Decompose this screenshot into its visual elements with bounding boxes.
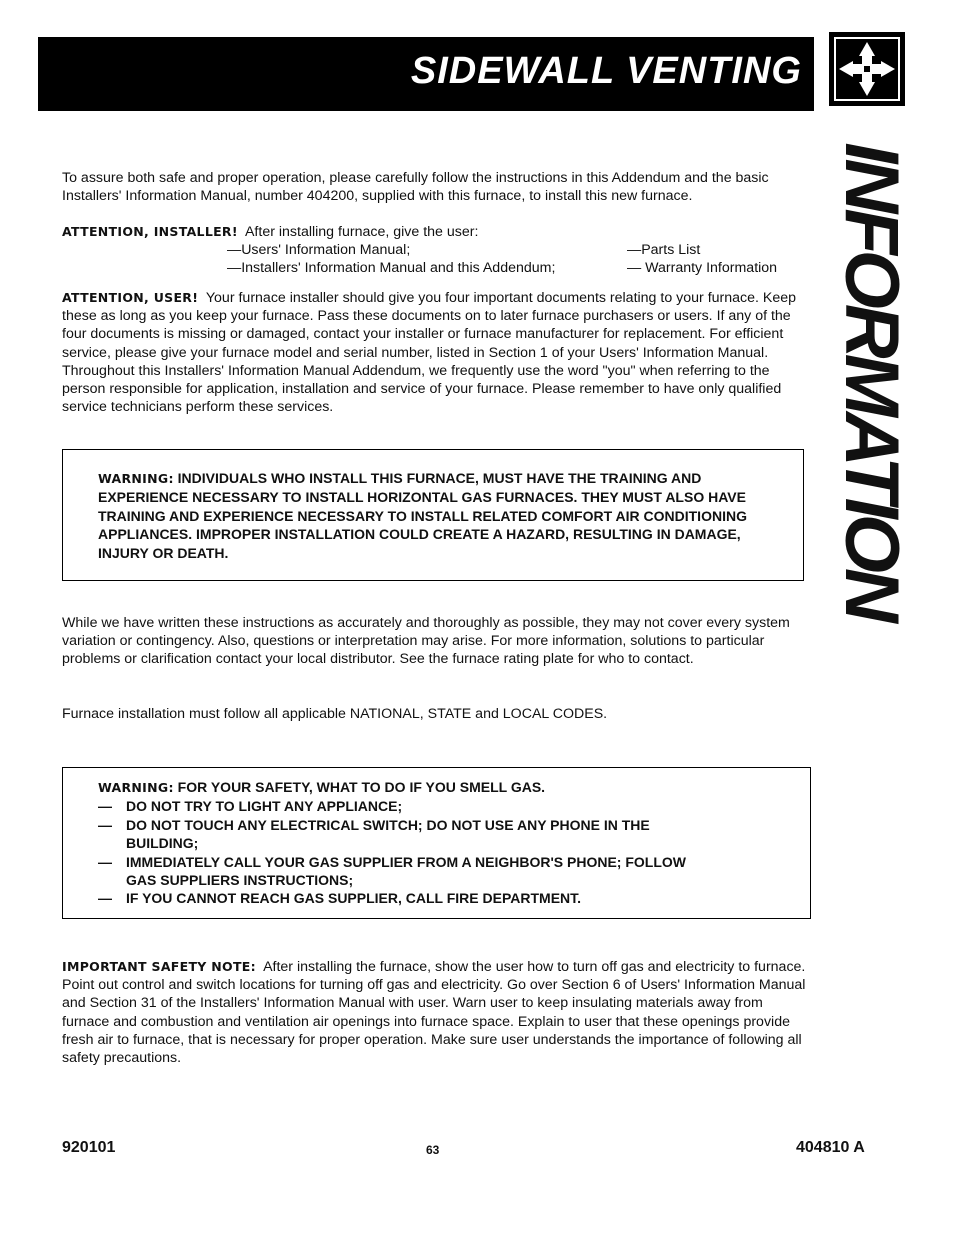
list-row [227,259,797,277]
instructions-paragraph: While we have written these instructions as accurately and thoroughly as possible, they may not cover every system variation or contingency. Also, questions or interpretation may arise. For more information, solutions to particular problems or clarification contact your local distributor. See the furnace rating plate for who to contact. [62,615,790,668]
user-note [62,289,806,416]
warning-text: FOR YOUR SAFETY, WHAT TO DO IF YOU SMELL GAS. [177,779,546,795]
installer-note [62,223,806,241]
dash: — [98,816,112,833]
footer-part-number: 404810 A [796,1139,865,1156]
safety-text: After installing the furnace, show the user how to turn off gas and electricity to furnace. Point out control and switch locations for turning off gas and electricity. Go over Section 6 of Users' Information Manual and Section 31 of the Installers' Information Manual with user. Warn user to keep insulating materials away from furnace and combustion and ventilation air openings into furnace space. Explain to user that these openings provide fresh air to furnace, that is necessary for proper operation. Make sure user understands the importance of following all safety precautions. [62,959,806,1067]
list-item [98,853,790,890]
list-item-text: DO NOT TRY TO LIGHT ANY APPLIANCE; [126,798,403,815]
warning-text: INDIVIDUALS WHO INSTALL THIS FURNACE, MUST HAVE THE TRAINING AND EXPERIENCE NECESSARY TO INSTALL HORIZONTAL GAS FURNACES. THEY MUST ALSO HAVE TRAINING AND EXPERIENCE NECESSARY TO INSTALL RELATED COMFORT AIR CONDITIONING APPLIANCES. IMPROPER INSTALLATION COULD CREATE A HAZARD, RESULTING IN DAMAGE, INJURY OR DEATH. [98,470,747,561]
warning-box-training [62,449,804,581]
installer-text: After installing furnace, give the user: [244,224,479,240]
documents-list [227,241,797,277]
user-lead: ATTENTION, USER! [62,290,199,305]
safety-note [62,958,806,1067]
warning-heading [98,778,790,797]
list-row [227,241,797,259]
list-item [98,889,790,907]
list-item-text: DO NOT TOUCH ANY ELECTRICAL SWITCH; DO NOT USE ANY PHONE IN THE BUILDING; [126,816,650,852]
dash: — [98,890,112,907]
list-item: —Installers' Information Manual and this Addendum; [227,260,556,277]
side-label: INFORMATION [829,142,914,618]
page-title: SIDEWALL VENTING [410,50,802,92]
list-item: —Users' Information Manual; [227,242,411,258]
installer-lead: ATTENTION, INSTALLER! [62,224,238,239]
page-number: 63 [426,1143,440,1157]
arrows-logo-icon [829,32,905,106]
warning-lead: WARNING: [98,780,174,795]
list-item-text: IMMEDIATELY CALL YOUR GAS SUPPLIER FROM A NEIGHBOR'S PHONE; FOLLOW GAS SUPPLIERS INSTRUCTIONS; [126,853,686,889]
dash: — [98,853,112,870]
safety-lead: IMPORTANT SAFETY NOTE: [62,959,256,974]
footer-date-code: 920101 [62,1139,116,1156]
list-item: —Parts List [627,242,701,258]
codes-paragraph: Furnace installation must follow all applicable NATIONAL, STATE and LOCAL CODES. [62,706,608,722]
intro-paragraph: To assure both safe and proper operation, please carefully follow the instructions in this Addendum and the basic Installers' Information Manual, number 404200, supplied with this furnace, to install this new furnace. [62,170,769,205]
list-item [98,816,790,853]
list-item-text: IF YOU CANNOT REACH GAS SUPPLIER, CALL FIRE DEPARTMENT. [126,890,582,907]
header-bar [38,37,814,111]
list-item: — Warranty Information [627,260,778,277]
dash: — [98,798,112,815]
warning-lead: WARNING: [98,471,174,486]
user-text: Your furnace installer should give you four important documents relating to your furnace. Keep these as long as you keep your furnace. Pass these documents on to later furnace purchasers or users. If any of the four documents is missing or damaged, contact your installer or furnace manufacturer for replacement. For efficient service, please give your furnace model and serial number, listed in Section 1 of your Users' Information Manual. Throughout this Installers' Information Manual Addendum, we frequently use the word "you" when referring to the person responsible for application, installation and service of your furnace. Please remember to have only qualified service technicians perform these services. [62,290,797,416]
list-item [98,797,790,815]
warning-box-gas [62,767,811,919]
